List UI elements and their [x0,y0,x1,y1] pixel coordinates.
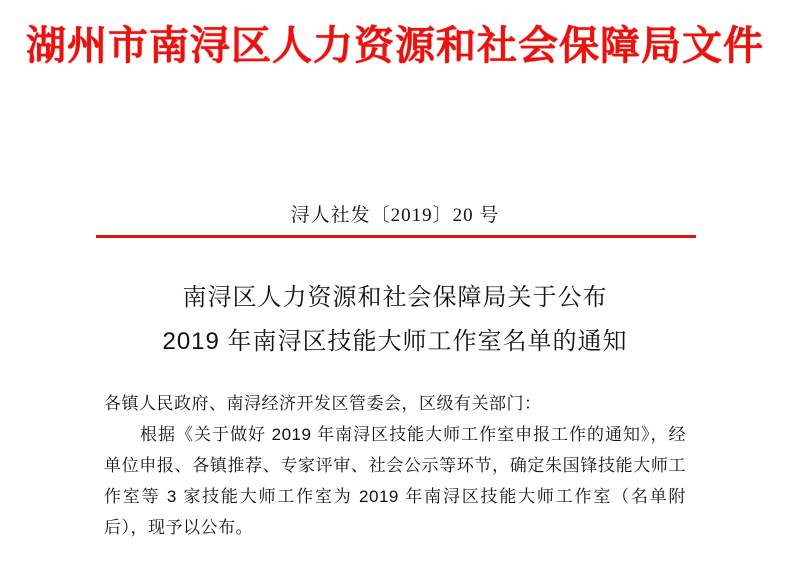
document-paragraph: 根据《关于做好 2019 年南浔区技能大师工作室申报工作的通知》，经单位申报、各镇推荐、专家评审、社会公示等环节，确定朱国锋技能大师工作室等 3 家技能大师工作室为 2019 年南浔区技能大师工作室（名单附后），现予以公布。 [104,425,686,537]
red-separator-rule [96,235,696,238]
document-title-line-1: 南浔区人力资源和社会保障局关于公布 [182,284,608,311]
document-body [104,388,686,543]
document-masthead: 湖州市南浔区人力资源和社会保障局文件 [26,23,764,68]
document-salutation: 各镇人民政府、南浔经济开发区管委会，区级有关部门： [104,394,542,413]
document-title [0,276,790,364]
document-title-line-2: 2019 年南浔区技能大师工作室名单的通知 [162,328,628,355]
document-number: 浔人社发〔2019〕20 号 [290,205,500,226]
